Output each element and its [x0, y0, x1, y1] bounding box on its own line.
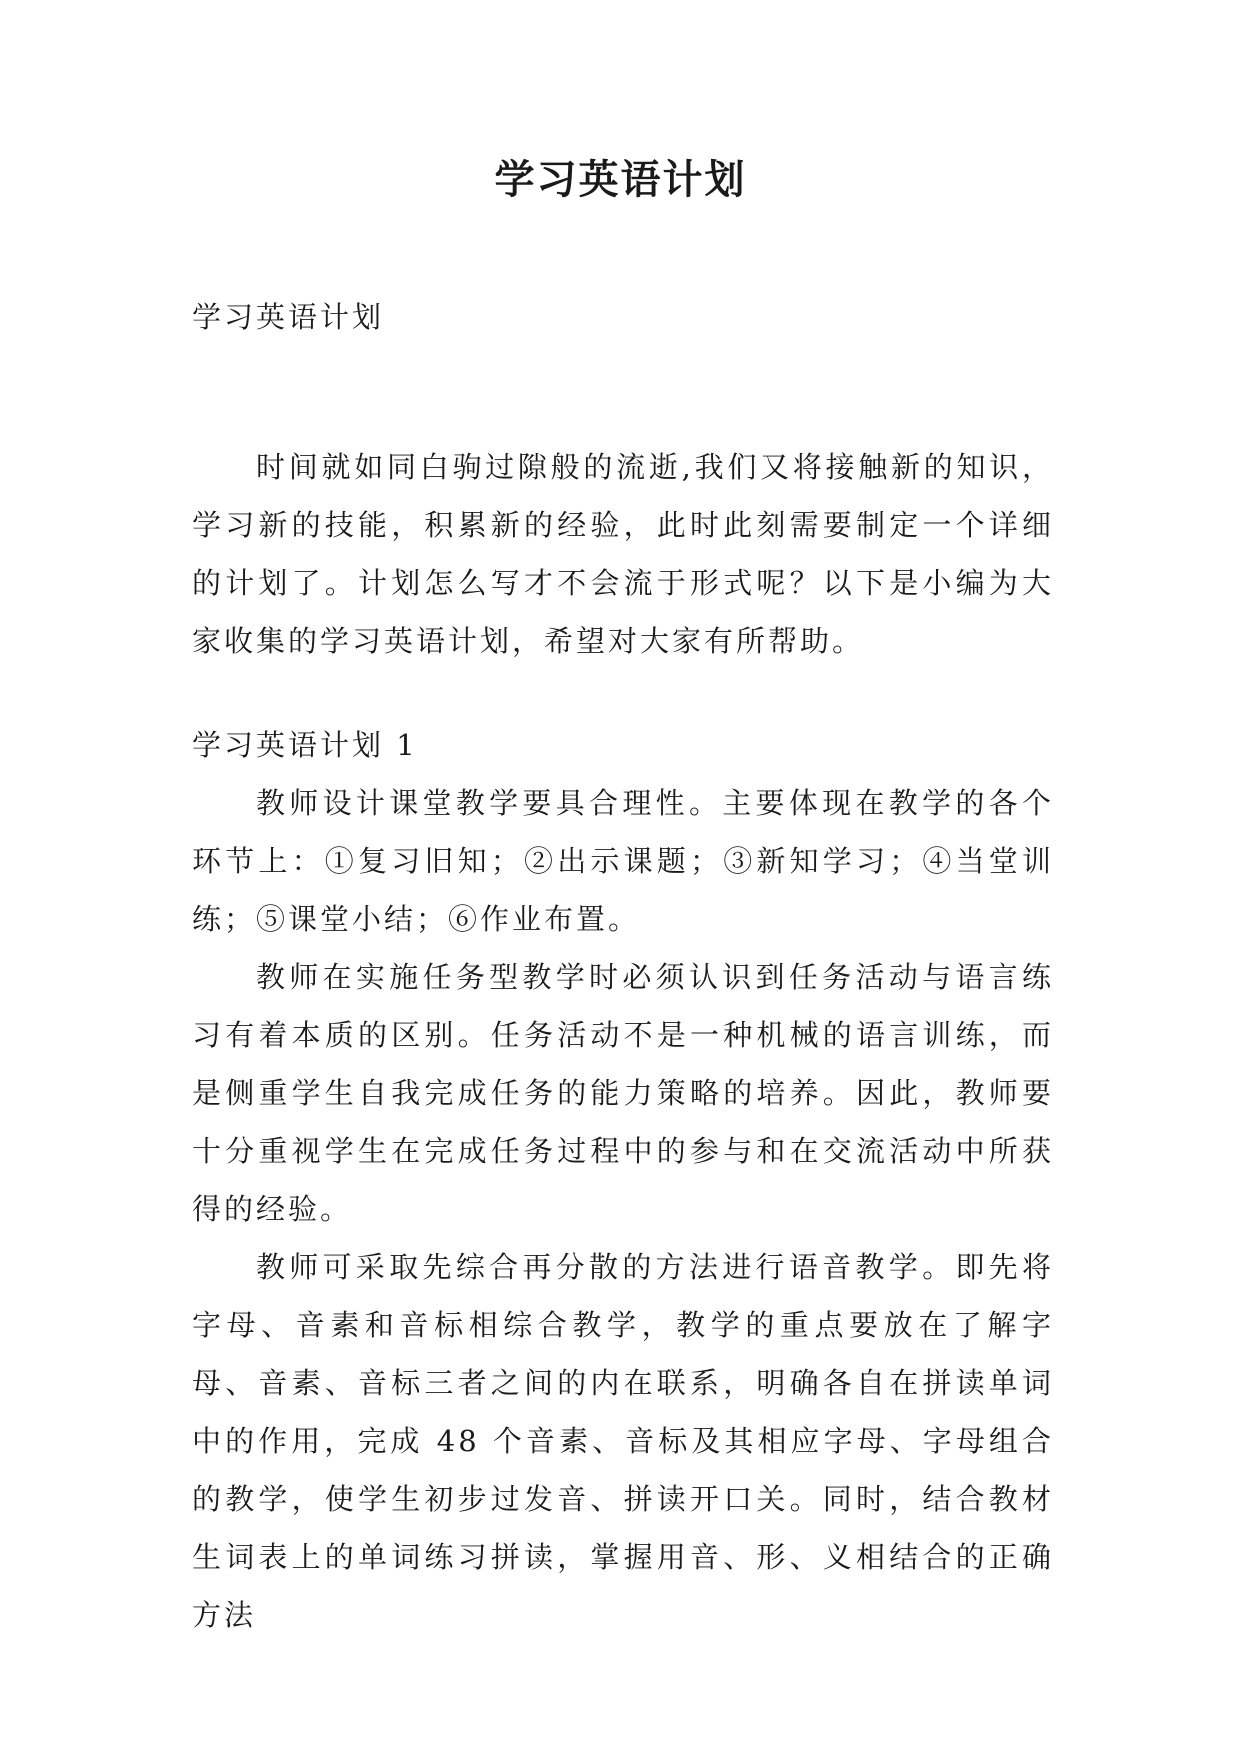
document-body: [192, 288, 1054, 1644]
document-subtitle: 学习英语计划: [192, 300, 385, 334]
section-heading: 学习英语计划 1: [192, 728, 418, 762]
intro-paragraph: 时间就如同白驹过隙般的流逝,我们又将接触新的知识，学习新的技能，积累新的经验，此时此刻需要制定一个详细的计划了。计划怎么写才不会流于形式呢？以下是小编为大家收集的学习英语计划，希望对大家有所帮助。: [192, 450, 1054, 658]
document-title: 学习英语计划: [494, 156, 747, 203]
body-paragraph-2: 教师在实施任务型教学时必须认识到任务活动与语言练习有着本质的区别。任务活动不是一种机械的语言训练，而是侧重学生自我完成任务的能力策略的培养。因此，教师要十分重视学生在完成任务过程中的参与和在交流活动中所获得的经验。: [192, 960, 1054, 1226]
body-paragraph-3: 教师可采取先综合再分散的方法进行语音教学。即先将字母、音素和音标相综合教学，教学的重点要放在了解字母、音素、音标三者之间的内在联系，明确各自在拼读单词中的作用，完成 48 个音素、音标及其相应字母、字母组合的教学，使学生初步过发音、拼读开口关。同时，结合教材生词表上的单词练习拼读，掌握用音、形、义相结合的正确方法: [192, 1250, 1054, 1632]
body-paragraph-1: 教师设计课堂教学要具合理性。主要体现在教学的各个环节上：①复习旧知；②出示课题；③新知学习；④当堂训练；⑤课堂小结；⑥作业布置。: [192, 786, 1054, 936]
